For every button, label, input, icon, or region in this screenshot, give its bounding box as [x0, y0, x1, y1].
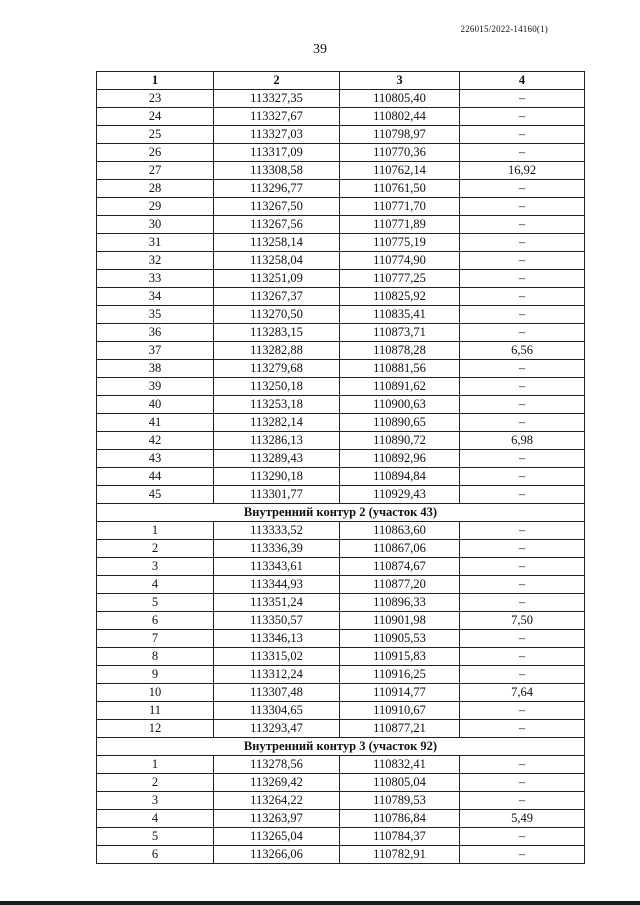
x-coordinate-cell: 113346,13 [214, 630, 340, 648]
y-coordinate-cell: 110832,41 [340, 756, 460, 774]
x-coordinate-cell: 113344,93 [214, 576, 340, 594]
point-number-cell: 26 [97, 144, 214, 162]
y-coordinate-cell: 110863,60 [340, 522, 460, 540]
point-number-cell: 32 [97, 252, 214, 270]
point-number-cell: 10 [97, 684, 214, 702]
section-title: Внутренний контур 2 (участок 43) [97, 504, 585, 522]
point-number-cell: 30 [97, 216, 214, 234]
table-row [97, 216, 585, 234]
point-number-cell: 4 [97, 576, 214, 594]
x-coordinate-cell: 113263,97 [214, 810, 340, 828]
y-coordinate-cell: 110825,92 [340, 288, 460, 306]
x-coordinate-cell: 113327,35 [214, 90, 340, 108]
value-cell: – [460, 846, 585, 864]
x-coordinate-cell: 113293,47 [214, 720, 340, 738]
y-coordinate-cell: 110775,19 [340, 234, 460, 252]
point-number-cell: 44 [97, 468, 214, 486]
point-number-cell: 38 [97, 360, 214, 378]
table-row [97, 450, 585, 468]
table-row [97, 270, 585, 288]
point-number-cell: 42 [97, 432, 214, 450]
x-coordinate-cell: 113265,04 [214, 828, 340, 846]
point-number-cell: 23 [97, 90, 214, 108]
section-row [97, 504, 585, 522]
table-row [97, 252, 585, 270]
table-row [97, 810, 585, 828]
value-cell: – [460, 630, 585, 648]
y-coordinate-cell: 110915,83 [340, 648, 460, 666]
table-row [97, 576, 585, 594]
y-coordinate-cell: 110761,50 [340, 180, 460, 198]
table-row [97, 702, 585, 720]
column-header: 4 [460, 72, 585, 90]
x-coordinate-cell: 113251,09 [214, 270, 340, 288]
value-cell: – [460, 522, 585, 540]
table-row [97, 90, 585, 108]
point-number-cell: 33 [97, 270, 214, 288]
value-cell: – [460, 126, 585, 144]
point-number-cell: 25 [97, 126, 214, 144]
value-cell: – [460, 144, 585, 162]
table-row [97, 432, 585, 450]
point-number-cell: 40 [97, 396, 214, 414]
value-cell: – [460, 396, 585, 414]
point-number-cell: 29 [97, 198, 214, 216]
x-coordinate-cell: 113343,61 [214, 558, 340, 576]
column-header: 1 [97, 72, 214, 90]
value-cell: – [460, 198, 585, 216]
x-coordinate-cell: 113307,48 [214, 684, 340, 702]
y-coordinate-cell: 110877,21 [340, 720, 460, 738]
x-coordinate-cell: 113350,57 [214, 612, 340, 630]
value-cell: 7,64 [460, 684, 585, 702]
point-number-cell: 4 [97, 810, 214, 828]
y-coordinate-cell: 110910,67 [340, 702, 460, 720]
y-coordinate-cell: 110771,89 [340, 216, 460, 234]
x-coordinate-cell: 113269,42 [214, 774, 340, 792]
table-row [97, 648, 585, 666]
value-cell: – [460, 486, 585, 504]
point-number-cell: 39 [97, 378, 214, 396]
point-number-cell: 37 [97, 342, 214, 360]
point-number-cell: 12 [97, 720, 214, 738]
y-coordinate-cell: 110873,71 [340, 324, 460, 342]
y-coordinate-cell: 110892,96 [340, 450, 460, 468]
y-coordinate-cell: 110771,70 [340, 198, 460, 216]
point-number-cell: 41 [97, 414, 214, 432]
table-row [97, 324, 585, 342]
table-row [97, 522, 585, 540]
point-number-cell: 2 [97, 540, 214, 558]
value-cell: – [460, 270, 585, 288]
table-row [97, 144, 585, 162]
point-number-cell: 7 [97, 630, 214, 648]
value-cell: 6,56 [460, 342, 585, 360]
table-row [97, 774, 585, 792]
y-coordinate-cell: 110762,14 [340, 162, 460, 180]
table-row [97, 378, 585, 396]
y-coordinate-cell: 110798,97 [340, 126, 460, 144]
y-coordinate-cell: 110874,67 [340, 558, 460, 576]
x-coordinate-cell: 113327,03 [214, 126, 340, 144]
value-cell: – [460, 234, 585, 252]
value-cell: – [460, 414, 585, 432]
value-cell: – [460, 324, 585, 342]
point-number-cell: 8 [97, 648, 214, 666]
point-number-cell: 11 [97, 702, 214, 720]
value-cell: 16,92 [460, 162, 585, 180]
x-coordinate-cell: 113253,18 [214, 396, 340, 414]
point-number-cell: 24 [97, 108, 214, 126]
x-coordinate-cell: 113301,77 [214, 486, 340, 504]
table-row [97, 396, 585, 414]
table-row [97, 306, 585, 324]
y-coordinate-cell: 110891,62 [340, 378, 460, 396]
table-row [97, 234, 585, 252]
y-coordinate-cell: 110835,41 [340, 306, 460, 324]
section-title: Внутренний контур 3 (участок 92) [97, 738, 585, 756]
point-number-cell: 1 [97, 756, 214, 774]
y-coordinate-cell: 110784,37 [340, 828, 460, 846]
y-coordinate-cell: 110789,53 [340, 792, 460, 810]
x-coordinate-cell: 113296,77 [214, 180, 340, 198]
column-header: 3 [340, 72, 460, 90]
x-coordinate-cell: 113290,18 [214, 468, 340, 486]
x-coordinate-cell: 113308,58 [214, 162, 340, 180]
value-cell: – [460, 90, 585, 108]
point-number-cell: 34 [97, 288, 214, 306]
table-row [97, 792, 585, 810]
y-coordinate-cell: 110805,40 [340, 90, 460, 108]
table-row [97, 558, 585, 576]
table-row [97, 162, 585, 180]
x-coordinate-cell: 113336,39 [214, 540, 340, 558]
x-coordinate-cell: 113351,24 [214, 594, 340, 612]
page-number: 39 [313, 42, 327, 57]
x-coordinate-cell: 113250,18 [214, 378, 340, 396]
y-coordinate-cell: 110805,04 [340, 774, 460, 792]
document-id: 226015/2022-14160(1) [460, 24, 548, 34]
table-row [97, 198, 585, 216]
table-row [97, 846, 585, 864]
point-number-cell: 2 [97, 774, 214, 792]
x-coordinate-cell: 113283,15 [214, 324, 340, 342]
value-cell: – [460, 792, 585, 810]
point-number-cell: 35 [97, 306, 214, 324]
x-coordinate-cell: 113312,24 [214, 666, 340, 684]
table-row [97, 342, 585, 360]
table-row [97, 594, 585, 612]
point-number-cell: 6 [97, 846, 214, 864]
x-coordinate-cell: 113317,09 [214, 144, 340, 162]
point-number-cell: 3 [97, 792, 214, 810]
y-coordinate-cell: 110881,56 [340, 360, 460, 378]
value-cell: – [460, 774, 585, 792]
y-coordinate-cell: 110894,84 [340, 468, 460, 486]
y-coordinate-cell: 110877,20 [340, 576, 460, 594]
x-coordinate-cell: 113264,22 [214, 792, 340, 810]
y-coordinate-cell: 110878,28 [340, 342, 460, 360]
y-coordinate-cell: 110802,44 [340, 108, 460, 126]
table-header-row [97, 72, 585, 90]
table-row [97, 684, 585, 702]
value-cell: – [460, 720, 585, 738]
y-coordinate-cell: 110929,43 [340, 486, 460, 504]
y-coordinate-cell: 110782,91 [340, 846, 460, 864]
x-coordinate-cell: 113333,52 [214, 522, 340, 540]
x-coordinate-cell: 113258,14 [214, 234, 340, 252]
table-row [97, 612, 585, 630]
value-cell: – [460, 828, 585, 846]
table-row [97, 756, 585, 774]
point-number-cell: 5 [97, 828, 214, 846]
x-coordinate-cell: 113270,50 [214, 306, 340, 324]
y-coordinate-cell: 110777,25 [340, 270, 460, 288]
y-coordinate-cell: 110867,06 [340, 540, 460, 558]
x-coordinate-cell: 113289,43 [214, 450, 340, 468]
table-row [97, 360, 585, 378]
y-coordinate-cell: 110890,65 [340, 414, 460, 432]
table-row [97, 630, 585, 648]
x-coordinate-cell: 113258,04 [214, 252, 340, 270]
value-cell: – [460, 252, 585, 270]
y-coordinate-cell: 110916,25 [340, 666, 460, 684]
value-cell: – [460, 108, 585, 126]
y-coordinate-cell: 110890,72 [340, 432, 460, 450]
x-coordinate-cell: 113315,02 [214, 648, 340, 666]
y-coordinate-cell: 110905,53 [340, 630, 460, 648]
point-number-cell: 28 [97, 180, 214, 198]
table-row [97, 540, 585, 558]
y-coordinate-cell: 110770,36 [340, 144, 460, 162]
section-row [97, 738, 585, 756]
point-number-cell: 43 [97, 450, 214, 468]
value-cell: – [460, 666, 585, 684]
y-coordinate-cell: 110901,98 [340, 612, 460, 630]
y-coordinate-cell: 110786,84 [340, 810, 460, 828]
table-row [97, 108, 585, 126]
value-cell: – [460, 540, 585, 558]
table-row [97, 180, 585, 198]
point-number-cell: 3 [97, 558, 214, 576]
x-coordinate-cell: 113267,37 [214, 288, 340, 306]
x-coordinate-cell: 113267,56 [214, 216, 340, 234]
table-row [97, 468, 585, 486]
table-row [97, 486, 585, 504]
value-cell: 6,98 [460, 432, 585, 450]
y-coordinate-cell: 110896,33 [340, 594, 460, 612]
table-body [97, 90, 585, 864]
x-coordinate-cell: 113279,68 [214, 360, 340, 378]
value-cell: – [460, 468, 585, 486]
y-coordinate-cell: 110900,63 [340, 396, 460, 414]
x-coordinate-cell: 113286,13 [214, 432, 340, 450]
point-number-cell: 36 [97, 324, 214, 342]
value-cell: 7,50 [460, 612, 585, 630]
y-coordinate-cell: 110774,90 [340, 252, 460, 270]
value-cell: 5,49 [460, 810, 585, 828]
value-cell: – [460, 378, 585, 396]
x-coordinate-cell: 113267,50 [214, 198, 340, 216]
table-row [97, 414, 585, 432]
value-cell: – [460, 180, 585, 198]
x-coordinate-cell: 113282,14 [214, 414, 340, 432]
point-number-cell: 31 [97, 234, 214, 252]
y-coordinate-cell: 110914,77 [340, 684, 460, 702]
value-cell: – [460, 756, 585, 774]
value-cell: – [460, 648, 585, 666]
table-row [97, 720, 585, 738]
coordinates-table [96, 71, 585, 864]
value-cell: – [460, 594, 585, 612]
point-number-cell: 1 [97, 522, 214, 540]
x-coordinate-cell: 113282,88 [214, 342, 340, 360]
value-cell: – [460, 702, 585, 720]
value-cell: – [460, 216, 585, 234]
x-coordinate-cell: 113266,06 [214, 846, 340, 864]
x-coordinate-cell: 113304,65 [214, 702, 340, 720]
point-number-cell: 6 [97, 612, 214, 630]
value-cell: – [460, 558, 585, 576]
column-header: 2 [214, 72, 340, 90]
value-cell: – [460, 306, 585, 324]
page-bottom-edge [0, 901, 640, 905]
table-row [97, 828, 585, 846]
point-number-cell: 45 [97, 486, 214, 504]
value-cell: – [460, 450, 585, 468]
x-coordinate-cell: 113278,56 [214, 756, 340, 774]
x-coordinate-cell: 113327,67 [214, 108, 340, 126]
point-number-cell: 27 [97, 162, 214, 180]
point-number-cell: 9 [97, 666, 214, 684]
table-row [97, 288, 585, 306]
table-row [97, 666, 585, 684]
value-cell: – [460, 576, 585, 594]
point-number-cell: 5 [97, 594, 214, 612]
value-cell: – [460, 288, 585, 306]
table-row [97, 126, 585, 144]
value-cell: – [460, 360, 585, 378]
